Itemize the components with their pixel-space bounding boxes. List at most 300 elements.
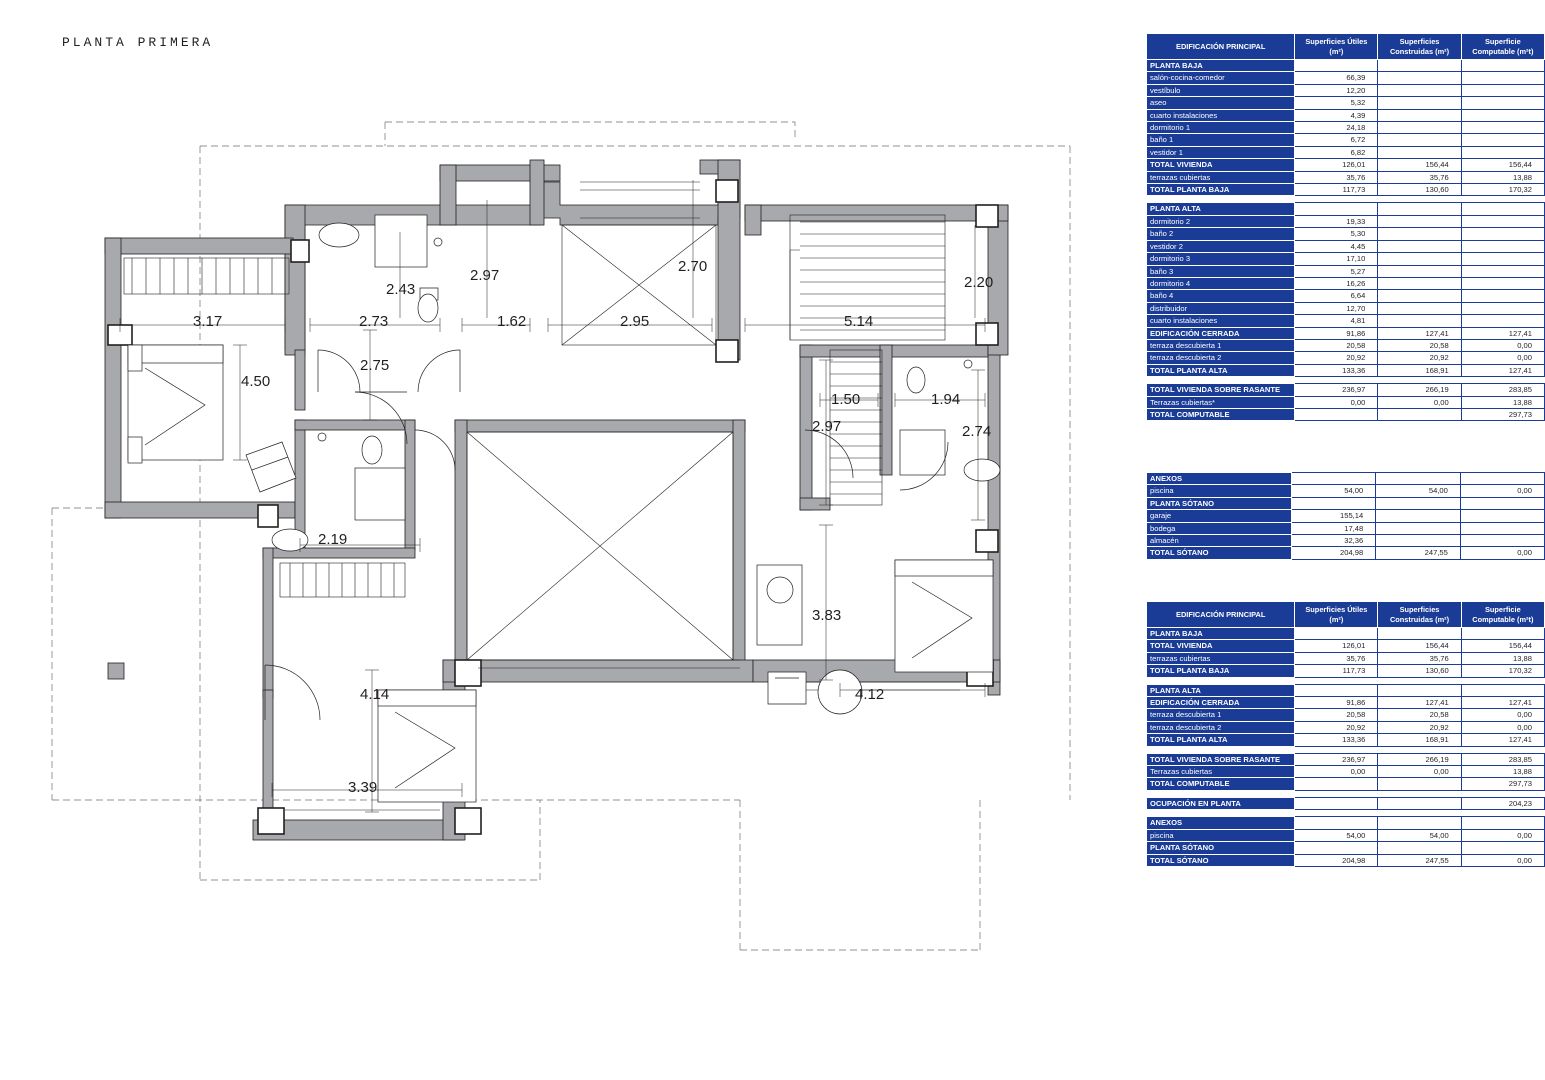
row-value xyxy=(1378,97,1461,109)
row-value: 127,41 xyxy=(1378,327,1461,339)
table-row xyxy=(1147,396,1545,408)
table-row xyxy=(1147,640,1545,652)
row-value: 12,70 xyxy=(1295,302,1378,314)
row-value: 6,72 xyxy=(1295,134,1378,146)
table-row xyxy=(1147,842,1545,854)
table-spacer xyxy=(1147,810,1545,817)
row-value: 236,97 xyxy=(1295,384,1378,396)
row-label: EDIFICACIÓN CERRADA xyxy=(1147,327,1295,339)
row-label: cuarto instalaciones xyxy=(1147,315,1295,327)
row-value: 91,86 xyxy=(1295,697,1378,709)
row-value: 19,33 xyxy=(1295,215,1378,227)
table-header-row xyxy=(1147,602,1545,628)
dimension-label: 3.83 xyxy=(812,607,842,624)
row-value: 6,82 xyxy=(1295,146,1378,158)
table-row xyxy=(1147,854,1545,866)
column-header: EDIFICACIÓN PRINCIPAL xyxy=(1147,602,1295,628)
dimension-label: 3.17 xyxy=(193,313,223,330)
row-value: 126,01 xyxy=(1295,640,1378,652)
row-value: 5,30 xyxy=(1295,228,1378,240)
row-value xyxy=(1461,290,1544,302)
row-value xyxy=(1295,408,1378,420)
row-value xyxy=(1295,203,1378,215)
row-label: PLANTA SÓTANO xyxy=(1147,497,1292,509)
row-value: 247,55 xyxy=(1376,547,1461,559)
table-row xyxy=(1147,665,1545,677)
table-row xyxy=(1147,510,1545,522)
row-value: 35,76 xyxy=(1295,652,1378,664)
row-value: 283,85 xyxy=(1461,753,1544,765)
table-spacer xyxy=(1147,677,1545,684)
wardrobe-left xyxy=(124,258,289,294)
row-value: 13,88 xyxy=(1461,766,1544,778)
row-label: dormitorio 4 xyxy=(1147,277,1295,289)
row-label: TOTAL PLANTA BAJA xyxy=(1147,665,1295,677)
table-row xyxy=(1147,339,1545,351)
row-value: 17,48 xyxy=(1291,522,1376,534)
table-row xyxy=(1147,734,1545,746)
row-value xyxy=(1461,628,1544,640)
row-value xyxy=(1461,84,1544,96)
row-value: 170,32 xyxy=(1461,184,1544,196)
row-label: TOTAL VIVIENDA xyxy=(1147,640,1295,652)
row-value xyxy=(1460,522,1544,534)
row-value xyxy=(1460,510,1544,522)
row-value: 66,39 xyxy=(1295,72,1378,84)
row-value xyxy=(1378,203,1461,215)
row-value xyxy=(1461,302,1544,314)
table-row xyxy=(1147,497,1545,509)
row-value: 54,00 xyxy=(1295,829,1378,841)
row-label: Terrazas cubiertas* xyxy=(1147,396,1295,408)
dimension-label: 3.39 xyxy=(348,779,378,796)
row-value xyxy=(1295,797,1378,809)
row-value: 204,98 xyxy=(1295,854,1378,866)
row-value: 12,20 xyxy=(1295,84,1378,96)
table-row xyxy=(1147,797,1545,809)
table-row xyxy=(1147,473,1545,485)
row-label: vestidor 1 xyxy=(1147,146,1295,158)
row-value xyxy=(1291,497,1376,509)
dimension-label: 4.50 xyxy=(241,373,271,390)
row-value: 266,19 xyxy=(1378,753,1461,765)
row-value: 91,86 xyxy=(1295,327,1378,339)
row-value: 168,91 xyxy=(1378,364,1461,376)
row-value: 20,58 xyxy=(1378,709,1461,721)
table-row xyxy=(1147,290,1545,302)
table-header-row xyxy=(1147,34,1545,60)
table-anexos xyxy=(1146,472,1545,560)
row-value: 0,00 xyxy=(1461,854,1544,866)
row-value: 20,92 xyxy=(1295,352,1378,364)
table-row xyxy=(1147,766,1545,778)
row-value xyxy=(1460,535,1544,547)
row-value xyxy=(1378,72,1461,84)
row-label: vestíbulo xyxy=(1147,84,1295,96)
table-row xyxy=(1147,240,1545,252)
row-value: 20,92 xyxy=(1378,352,1461,364)
bathroom-right xyxy=(900,360,1000,481)
column-marker xyxy=(108,663,124,679)
row-value: 0,00 xyxy=(1378,396,1461,408)
row-value: 20,58 xyxy=(1295,339,1378,351)
row-value: 5,27 xyxy=(1295,265,1378,277)
table-row xyxy=(1147,60,1545,72)
armchair-2 xyxy=(768,672,806,704)
row-value: 0,00 xyxy=(1460,547,1544,559)
table-row xyxy=(1147,829,1545,841)
dimension-label: 2.95 xyxy=(620,313,650,330)
row-value: 127,41 xyxy=(1461,697,1544,709)
row-label: TOTAL SÓTANO xyxy=(1147,547,1292,559)
row-label: terraza descubierta 2 xyxy=(1147,721,1295,733)
chair-round xyxy=(767,577,793,603)
table-row xyxy=(1147,109,1545,121)
row-value xyxy=(1461,122,1544,134)
dimension-label: 2.97 xyxy=(812,418,842,435)
row-value xyxy=(1378,228,1461,240)
row-label: TOTAL VIVIENDA SOBRE RASANTE xyxy=(1147,753,1295,765)
row-value: 297,73 xyxy=(1461,408,1544,420)
bathroom-upper-left xyxy=(319,215,442,322)
dimension-label: 1.62 xyxy=(497,313,527,330)
row-label: salón-cocina-comedor xyxy=(1147,72,1295,84)
row-value xyxy=(1295,684,1378,696)
dimension-label: 2.43 xyxy=(386,281,416,298)
table-row xyxy=(1147,364,1545,376)
table-row xyxy=(1147,408,1545,420)
row-value xyxy=(1376,497,1461,509)
row-value: 283,85 xyxy=(1461,384,1544,396)
table-row xyxy=(1147,522,1545,534)
dimension-label: 2.20 xyxy=(964,274,994,291)
row-value xyxy=(1461,60,1544,72)
row-value: 0,00 xyxy=(1460,485,1544,497)
row-value xyxy=(1378,240,1461,252)
row-value xyxy=(1295,60,1378,72)
row-value: 266,19 xyxy=(1378,384,1461,396)
walls xyxy=(105,160,1008,840)
row-value: 297,73 xyxy=(1461,778,1544,790)
row-value: 156,44 xyxy=(1461,640,1544,652)
row-label: distribuidor xyxy=(1147,302,1295,314)
row-label: PLANTA BAJA xyxy=(1147,628,1295,640)
row-value xyxy=(1461,277,1544,289)
row-label: cuarto instalaciones xyxy=(1147,109,1295,121)
row-label: almacén xyxy=(1147,535,1292,547)
row-value: 17,10 xyxy=(1295,253,1378,265)
column-header: Superficies Construidas (m²) xyxy=(1378,602,1461,628)
row-label: garaje xyxy=(1147,510,1292,522)
row-label: TOTAL VIVIENDA xyxy=(1147,159,1295,171)
table-row xyxy=(1147,315,1545,327)
row-value xyxy=(1461,842,1544,854)
table-row xyxy=(1147,384,1545,396)
row-value: 117,73 xyxy=(1295,184,1378,196)
row-value xyxy=(1378,146,1461,158)
dimension-lines xyxy=(120,180,985,812)
row-value xyxy=(1378,122,1461,134)
column-header: Superficie Computable (m²t) xyxy=(1461,602,1544,628)
table-row xyxy=(1147,265,1545,277)
row-value xyxy=(1378,817,1461,829)
row-value: 130,60 xyxy=(1378,184,1461,196)
row-value xyxy=(1378,628,1461,640)
table-row xyxy=(1147,302,1545,314)
bed-right xyxy=(895,560,993,672)
table-row xyxy=(1147,146,1545,158)
row-value: 130,60 xyxy=(1378,665,1461,677)
row-value xyxy=(1461,146,1544,158)
row-label: TOTAL COMPUTABLE xyxy=(1147,408,1295,420)
row-value: 236,97 xyxy=(1295,753,1378,765)
column-header: Superficies Útiles (m²) xyxy=(1295,34,1378,60)
row-value xyxy=(1461,315,1544,327)
table-row xyxy=(1147,778,1545,790)
table-row xyxy=(1147,817,1545,829)
dimension-label: 2.73 xyxy=(359,313,389,330)
row-value: 24,18 xyxy=(1295,122,1378,134)
page-title: PLANTA PRIMERA xyxy=(62,35,214,50)
row-label: TOTAL PLANTA BAJA xyxy=(1147,184,1295,196)
row-value: 54,00 xyxy=(1376,485,1461,497)
row-label: aseo xyxy=(1147,97,1295,109)
row-label: EDIFICACIÓN CERRADA xyxy=(1147,697,1295,709)
row-label: TOTAL PLANTA ALTA xyxy=(1147,734,1295,746)
table-row xyxy=(1147,547,1545,559)
table-row xyxy=(1147,97,1545,109)
row-value xyxy=(1461,817,1544,829)
row-label: ANEXOS xyxy=(1147,473,1292,485)
row-label: bodega xyxy=(1147,522,1292,534)
row-label: TOTAL SÓTANO xyxy=(1147,854,1295,866)
row-label: terraza descubierta 1 xyxy=(1147,709,1295,721)
row-value xyxy=(1376,473,1461,485)
row-value xyxy=(1461,215,1544,227)
table-row xyxy=(1147,277,1545,289)
dimension-label: 5.14 xyxy=(844,313,874,330)
row-value: 204,23 xyxy=(1461,797,1544,809)
row-value xyxy=(1378,290,1461,302)
table-row xyxy=(1147,253,1545,265)
column-header: Superficies Útiles (m²) xyxy=(1295,602,1378,628)
row-value xyxy=(1378,109,1461,121)
row-value: 204,98 xyxy=(1291,547,1376,559)
dimension-label: 1.50 xyxy=(831,391,861,408)
row-value: 4,45 xyxy=(1295,240,1378,252)
row-value xyxy=(1461,684,1544,696)
row-value: 156,44 xyxy=(1378,640,1461,652)
table-row xyxy=(1147,753,1545,765)
row-label: piscina xyxy=(1147,485,1292,497)
row-value xyxy=(1378,265,1461,277)
row-value: 0,00 xyxy=(1461,709,1544,721)
row-label: terrazas cubiertas xyxy=(1147,171,1295,183)
table-row xyxy=(1147,84,1545,96)
row-value xyxy=(1295,628,1378,640)
row-value xyxy=(1378,315,1461,327)
table-row xyxy=(1147,709,1545,721)
row-label: terraza descubierta 1 xyxy=(1147,339,1295,351)
row-label: baño 3 xyxy=(1147,265,1295,277)
table-row xyxy=(1147,721,1545,733)
armchair-1 xyxy=(246,442,296,492)
row-value: 155,14 xyxy=(1291,510,1376,522)
table-row xyxy=(1147,184,1545,196)
row-value xyxy=(1378,778,1461,790)
row-value: 5,32 xyxy=(1295,97,1378,109)
row-value: 127,41 xyxy=(1461,734,1544,746)
row-value xyxy=(1461,240,1544,252)
row-value xyxy=(1376,510,1461,522)
row-value: 170,32 xyxy=(1461,665,1544,677)
row-value xyxy=(1461,253,1544,265)
row-label: terrazas cubiertas xyxy=(1147,652,1295,664)
table-main-surfaces xyxy=(1146,33,1545,421)
row-value xyxy=(1291,473,1376,485)
row-value xyxy=(1376,535,1461,547)
table-row xyxy=(1147,228,1545,240)
row-value: 20,58 xyxy=(1295,709,1378,721)
row-value xyxy=(1461,97,1544,109)
row-value: 0,00 xyxy=(1461,352,1544,364)
table-row xyxy=(1147,684,1545,696)
row-value xyxy=(1460,473,1544,485)
table-spacer xyxy=(1147,746,1545,753)
dimension-label: 2.75 xyxy=(360,357,390,374)
row-value xyxy=(1461,228,1544,240)
row-value: 35,76 xyxy=(1378,652,1461,664)
row-value xyxy=(1460,497,1544,509)
row-label: dormitorio 1 xyxy=(1147,122,1295,134)
table-row xyxy=(1147,134,1545,146)
row-value xyxy=(1378,134,1461,146)
row-value: 0,00 xyxy=(1461,829,1544,841)
table-row xyxy=(1147,652,1545,664)
row-label: baño 4 xyxy=(1147,290,1295,302)
row-value: 0,00 xyxy=(1295,396,1378,408)
row-value: 16,26 xyxy=(1295,277,1378,289)
row-value: 20,92 xyxy=(1378,721,1461,733)
row-value: 133,36 xyxy=(1295,364,1378,376)
row-value xyxy=(1378,253,1461,265)
table-row xyxy=(1147,72,1545,84)
table-row xyxy=(1147,215,1545,227)
row-value: 126,01 xyxy=(1295,159,1378,171)
row-label: TOTAL COMPUTABLE xyxy=(1147,778,1295,790)
row-value xyxy=(1461,203,1544,215)
column-header: EDIFICACIÓN PRINCIPAL xyxy=(1147,34,1295,60)
row-value: 0,00 xyxy=(1461,339,1544,351)
row-value xyxy=(1378,797,1461,809)
row-value: 133,36 xyxy=(1295,734,1378,746)
row-value: 0,00 xyxy=(1295,766,1378,778)
row-label: dormitorio 3 xyxy=(1147,253,1295,265)
row-value: 13,88 xyxy=(1461,171,1544,183)
row-value: 0,00 xyxy=(1461,721,1544,733)
row-value: 127,41 xyxy=(1461,364,1544,376)
row-value: 0,00 xyxy=(1378,766,1461,778)
row-label: OCUPACIÓN EN PLANTA xyxy=(1147,797,1295,809)
row-label: PLANTA BAJA xyxy=(1147,60,1295,72)
row-value xyxy=(1376,522,1461,534)
row-label: ANEXOS xyxy=(1147,817,1295,829)
table-row xyxy=(1147,628,1545,640)
table-row xyxy=(1147,697,1545,709)
row-label: baño 2 xyxy=(1147,228,1295,240)
row-value xyxy=(1378,302,1461,314)
row-label: PLANTA ALTA xyxy=(1147,684,1295,696)
table-row xyxy=(1147,327,1545,339)
table-row xyxy=(1147,535,1545,547)
table-row xyxy=(1147,122,1545,134)
row-value xyxy=(1461,265,1544,277)
wardrobe-middle xyxy=(280,563,405,597)
row-value: 32,36 xyxy=(1291,535,1376,547)
row-label: TOTAL VIVIENDA SOBRE RASANTE xyxy=(1147,384,1295,396)
row-value xyxy=(1461,134,1544,146)
row-value xyxy=(1378,215,1461,227)
dimension-label: 4.14 xyxy=(360,686,390,703)
row-value: 13,88 xyxy=(1461,396,1544,408)
row-value: 127,41 xyxy=(1461,327,1544,339)
row-label: Terrazas cubiertas xyxy=(1147,766,1295,778)
table-row xyxy=(1147,203,1545,215)
table-row xyxy=(1147,171,1545,183)
row-value: 35,76 xyxy=(1378,171,1461,183)
row-value: 6,64 xyxy=(1295,290,1378,302)
dimension-label: 2.70 xyxy=(678,258,708,275)
row-value: 20,92 xyxy=(1295,721,1378,733)
row-label: vestidor 2 xyxy=(1147,240,1295,252)
dimension-label: 2.19 xyxy=(318,531,348,548)
table-spacer xyxy=(1147,196,1545,203)
row-label: terraza descubierta 2 xyxy=(1147,352,1295,364)
row-value: 127,41 xyxy=(1378,697,1461,709)
row-value: 35,76 xyxy=(1295,171,1378,183)
row-value xyxy=(1295,842,1378,854)
dimension-label: 4.12 xyxy=(855,686,885,703)
row-value: 117,73 xyxy=(1295,665,1378,677)
row-value xyxy=(1378,408,1461,420)
row-label: TOTAL PLANTA ALTA xyxy=(1147,364,1295,376)
row-value xyxy=(1378,277,1461,289)
column-header: Superficie Computable (m²t) xyxy=(1461,34,1544,60)
bed-bottom xyxy=(378,690,476,802)
row-value: 54,00 xyxy=(1291,485,1376,497)
row-label: dormitorio 2 xyxy=(1147,215,1295,227)
table-row xyxy=(1147,485,1545,497)
row-value: 156,44 xyxy=(1461,159,1544,171)
row-label: piscina xyxy=(1147,829,1295,841)
row-label: baño 1 xyxy=(1147,134,1295,146)
row-value: 13,88 xyxy=(1461,652,1544,664)
row-value: 4,81 xyxy=(1295,315,1378,327)
row-value xyxy=(1461,72,1544,84)
row-value xyxy=(1378,84,1461,96)
row-label: PLANTA ALTA xyxy=(1147,203,1295,215)
row-value xyxy=(1378,842,1461,854)
dimension-label: 2.97 xyxy=(470,267,500,284)
row-value: 168,91 xyxy=(1378,734,1461,746)
row-value: 20,58 xyxy=(1378,339,1461,351)
table-summary xyxy=(1146,601,1545,867)
row-value xyxy=(1295,817,1378,829)
row-label: PLANTA SÓTANO xyxy=(1147,842,1295,854)
row-value: 156,44 xyxy=(1378,159,1461,171)
row-value xyxy=(1378,60,1461,72)
row-value: 4,39 xyxy=(1295,109,1378,121)
